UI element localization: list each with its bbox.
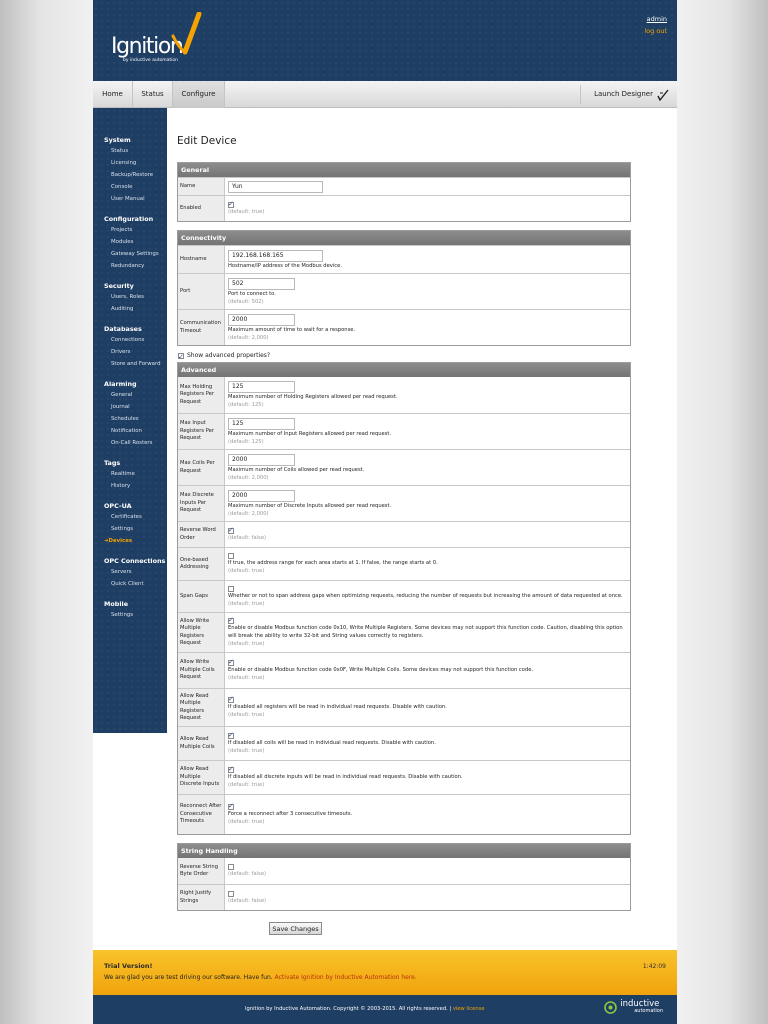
show-advanced-toggle[interactable]	[178, 350, 631, 362]
sidebar-item-history[interactable]: History	[111, 483, 131, 489]
name-input[interactable]: Yun	[228, 181, 323, 193]
show-advanced-checkbox[interactable]	[178, 353, 184, 359]
tab-status[interactable]: Status	[133, 81, 173, 108]
field-label: Communication Timeout	[178, 310, 225, 345]
sidebar-item-projects[interactable]: Projects	[111, 227, 133, 233]
sidebar-group-opc-ua	[93, 501, 167, 547]
section-title: String Handling	[178, 844, 630, 858]
sidebar-heading: Alarming	[104, 380, 137, 388]
form-row-name	[178, 177, 630, 195]
field-label: Max Holding Registers Per Request	[178, 377, 225, 413]
field-label: Enabled	[178, 196, 225, 221]
field-label: Allow Write Multiple Registers Request	[178, 613, 225, 652]
sidebar-item-schedules[interactable]: Schedules	[111, 416, 139, 422]
field-description: Hostname/IP address of the Modbus device.	[228, 262, 342, 269]
trial-message	[104, 974, 417, 981]
section-general	[177, 162, 631, 222]
sidebar-item-user-manual[interactable]: User Manual	[111, 196, 145, 202]
field-value	[225, 548, 630, 580]
field-description: Enable or disable Modbus function code 0x0F, Write Multiple Coils. Some devices may not support this function code.	[228, 666, 534, 673]
sidebar-group-system	[93, 135, 167, 205]
form-row-timeout	[178, 309, 630, 345]
timeout-input[interactable]: 2000	[228, 314, 295, 326]
field-value	[225, 653, 630, 688]
form-row	[178, 413, 630, 449]
field-value	[225, 414, 630, 449]
field-value	[225, 196, 630, 221]
sidebar-heading: OPC Connections	[104, 557, 166, 565]
footer-copyright	[245, 1006, 485, 1012]
option-checkbox[interactable]	[228, 864, 234, 870]
form-row	[178, 377, 630, 413]
default-hint: (default: 502)	[228, 298, 264, 305]
user-links	[644, 13, 667, 37]
field-description: If disabled all registers will be read in individual read requests. Disable with caution.	[228, 703, 447, 710]
field-description: Whether or not to span address gaps when optimizing requests, reducing the number of requests but increasing the amount of data requested at once.	[228, 592, 623, 599]
form-row	[178, 858, 630, 884]
sidebar-group-security	[93, 281, 167, 315]
sidebar-item-mobile-settings[interactable]: Settings	[111, 612, 134, 618]
sidebar-item-connections[interactable]: Connections	[111, 337, 145, 343]
section-string-handling	[177, 843, 631, 911]
logout-link[interactable]: log out	[644, 27, 667, 35]
default-hint: (default: 2,000)	[228, 474, 269, 481]
footer-logo-title: inductive	[620, 999, 660, 1009]
main-content	[177, 108, 631, 935]
default-hint: (default: true)	[228, 208, 265, 215]
field-value	[225, 761, 630, 794]
sidebar-heading: OPC-UA	[104, 502, 132, 510]
launch-designer-button[interactable]	[594, 81, 669, 108]
footer	[93, 995, 677, 1024]
form-row	[178, 449, 630, 485]
form-row-enabled	[178, 195, 630, 221]
top-nav	[93, 81, 677, 108]
option-checkbox[interactable]	[228, 586, 234, 592]
field-value	[225, 377, 630, 413]
section-title: Advanced	[178, 363, 630, 377]
form-row	[178, 485, 630, 521]
sidebar-item-devices[interactable]	[93, 535, 167, 547]
field-label: Reconnect After Consecutive Timeouts	[178, 795, 225, 834]
field-value	[225, 486, 630, 521]
number-input[interactable]: 2000	[228, 454, 295, 466]
field-description: Maximum number of Input Registers allowed per read request.	[228, 430, 392, 437]
option-checkbox[interactable]	[228, 528, 234, 534]
form-row	[178, 652, 630, 688]
default-hint: (default: true)	[228, 674, 265, 681]
logo-text: Ignition	[111, 34, 183, 59]
default-hint: (default: false)	[228, 534, 267, 541]
form-row-port	[178, 273, 630, 309]
enabled-checkbox[interactable]	[228, 202, 234, 208]
default-hint: (default: true)	[228, 600, 265, 607]
option-checkbox[interactable]	[228, 733, 234, 739]
field-label: Port	[178, 274, 225, 309]
sidebar-group-tags	[93, 458, 167, 492]
inductive-automation-logo	[604, 1000, 663, 1014]
header	[93, 0, 677, 81]
form-row	[178, 760, 630, 794]
option-checkbox[interactable]	[228, 891, 234, 897]
launch-designer-icon	[657, 89, 669, 101]
sidebar	[93, 108, 167, 733]
section-title: General	[178, 163, 630, 177]
field-value	[225, 310, 630, 345]
number-input[interactable]: 125	[228, 381, 295, 393]
field-value	[225, 795, 630, 834]
field-value	[225, 689, 630, 726]
sidebar-heading: Mobile	[104, 600, 129, 608]
option-checkbox[interactable]	[228, 697, 234, 703]
default-hint: (default: true)	[228, 747, 265, 754]
form-row	[178, 521, 630, 547]
default-hint: (default: 2,000)	[228, 510, 269, 517]
active-arrow-icon: ➜	[104, 538, 109, 544]
form-row	[178, 688, 630, 726]
trial-timer: 1:42:09	[642, 963, 666, 970]
field-description: Enable or disable Modbus function code 0x10, Write Multiple Registers. Some devices may not support this function code. Caution, disabling this option will break the ability to write 32-bit and String values correctly to registers.	[228, 624, 623, 639]
field-label: Allow Read Multiple Discrete Inputs	[178, 761, 225, 794]
footer-logo-subtitle: automation	[634, 1008, 663, 1014]
hostname-input[interactable]: 192.168.168.165	[228, 250, 323, 262]
option-checkbox[interactable]	[228, 553, 234, 559]
field-label: Reverse Word Order	[178, 522, 225, 547]
field-value	[225, 885, 630, 910]
page-title: Edit Device	[177, 135, 237, 147]
sidebar-item-drivers[interactable]: Drivers	[111, 349, 131, 355]
default-hint: (default: true)	[228, 711, 265, 718]
launch-designer-label: Launch Designer	[594, 90, 653, 98]
sidebar-item-gateway-settings[interactable]: Gateway Settings	[111, 251, 159, 257]
sidebar-group-alarming	[93, 379, 167, 449]
field-label: Allow Write Multiple Coils Request	[178, 653, 225, 688]
field-label: Span Gaps	[178, 581, 225, 612]
field-description: Maximum number of Coils allowed per read request.	[228, 466, 365, 473]
sidebar-heading: System	[104, 136, 131, 144]
field-value	[225, 450, 630, 485]
field-description: If disabled all coils will be read in individual read requests. Disable with caution.	[228, 739, 436, 746]
field-description: If true, the address range for each area starts at 1. If false, the range starts at 0.	[228, 560, 438, 566]
admin-link[interactable]: admin	[646, 15, 667, 23]
field-label: Hostname	[178, 246, 225, 273]
section-title: Connectivity	[178, 231, 630, 245]
field-description: Maximum number of Holding Registers allowed per read request.	[228, 394, 398, 400]
default-hint: (default: 125)	[228, 438, 264, 445]
sidebar-group-databases	[93, 324, 167, 370]
copyright-text: Ignition by Inductive Automation. Copyright © 2003-2015. All rights reserved. |	[245, 1006, 452, 1012]
sidebar-item-realtime[interactable]: Realtime	[111, 471, 135, 477]
form-row-hostname	[178, 245, 630, 273]
port-input[interactable]: 502	[228, 278, 295, 290]
field-value	[225, 178, 630, 195]
sidebar-item-auditing[interactable]: Auditing	[111, 306, 134, 312]
activate-link[interactable]: Activate Ignition by Inductive Automation here.	[274, 974, 417, 981]
sidebar-item-backup-restore[interactable]: Backup/Restore	[111, 172, 154, 178]
field-value	[225, 581, 630, 612]
sidebar-item-label: Devices	[108, 538, 133, 544]
footer-logo-text	[620, 1000, 663, 1014]
default-hint: (default: 125)	[228, 402, 264, 408]
form-row	[178, 884, 630, 910]
sidebar-item-console[interactable]: Console	[111, 184, 133, 190]
trial-banner	[93, 950, 677, 995]
default-hint: (default: true)	[228, 781, 265, 788]
sidebar-item-users-roles[interactable]: Users, Roles	[111, 294, 144, 300]
logo-exclamation-icon	[169, 12, 209, 60]
sidebar-item-redundancy[interactable]: Redundancy	[111, 263, 145, 269]
option-checkbox[interactable]	[228, 618, 234, 624]
number-input[interactable]: 125	[228, 418, 295, 430]
option-checkbox[interactable]	[228, 804, 234, 810]
section-connectivity	[177, 230, 631, 346]
field-description: Maximum amount of time to wait for a response.	[228, 326, 356, 333]
save-changes-button[interactable]: Save Changes	[269, 922, 322, 935]
form-row	[178, 612, 630, 652]
sidebar-item-store-and-forward[interactable]: Store and Forward	[111, 361, 161, 367]
view-license-link[interactable]: view license	[452, 1006, 485, 1012]
sidebar-heading: Security	[104, 282, 134, 290]
field-value	[225, 522, 630, 547]
default-hint: (default: 2,000)	[228, 334, 269, 341]
form-row	[178, 580, 630, 612]
field-label: One-based Addressing	[178, 548, 225, 580]
sidebar-heading: Configuration	[104, 215, 154, 223]
field-label: Right Justify Strings	[178, 885, 225, 910]
field-label: Reverse String Byte Order	[178, 858, 225, 884]
field-label: Max Input Registers Per Request	[178, 414, 225, 449]
tab-home[interactable]: Home	[93, 81, 133, 108]
sidebar-item-status[interactable]: Status	[111, 148, 129, 154]
advanced-rows	[178, 377, 630, 834]
default-hint: (default: false)	[228, 897, 267, 904]
field-value	[225, 246, 630, 273]
sidebar-group-mobile	[93, 599, 167, 621]
default-hint: (default: false)	[228, 871, 267, 877]
sidebar-item-servers[interactable]: Servers	[111, 569, 132, 575]
default-hint: (default: true)	[228, 818, 265, 825]
sidebar-item-notification[interactable]: Notification	[111, 428, 142, 434]
form-row	[178, 726, 630, 760]
sidebar-item-licensing[interactable]: Licensing	[111, 160, 137, 166]
show-advanced-label: Show advanced properties?	[187, 352, 271, 359]
tab-configure[interactable]: Configure	[173, 81, 225, 108]
sidebar-item-modules[interactable]: Modules	[111, 239, 134, 245]
field-value	[225, 858, 630, 884]
trial-text: We are glad you are test driving our software. Have fun.	[104, 974, 273, 981]
sidebar-item-quick-client[interactable]: Quick Client	[111, 581, 144, 587]
option-checkbox[interactable]	[228, 660, 234, 666]
option-checkbox[interactable]	[228, 767, 234, 773]
field-value	[225, 274, 630, 309]
field-label: Max Coils Per Request	[178, 450, 225, 485]
number-input[interactable]: 2000	[228, 490, 295, 502]
default-hint: (default: true)	[228, 568, 265, 574]
sidebar-item-general[interactable]: General	[111, 392, 133, 398]
sidebar-item-opc-ua-settings[interactable]: Settings	[111, 526, 134, 532]
ignition-logo[interactable]	[111, 12, 231, 72]
field-label: Name	[178, 178, 225, 195]
field-value	[225, 727, 630, 760]
field-label: Allow Read Multiple Coils	[178, 727, 225, 760]
sidebar-item-on-call-rosters[interactable]: On-Call Rosters	[111, 440, 153, 446]
field-label: Max Discrete Inputs Per Request	[178, 486, 225, 521]
sidebar-item-journal[interactable]: Journal	[111, 404, 130, 410]
sidebar-heading: Tags	[104, 459, 121, 467]
page	[93, 0, 677, 1024]
default-hint: (default: true)	[228, 640, 265, 647]
sidebar-heading: Databases	[104, 325, 142, 333]
field-description: Port to connect to.	[228, 290, 276, 297]
sidebar-item-certificates[interactable]: Certificates	[111, 514, 142, 520]
logo-subtitle: by inductive automation	[123, 58, 178, 63]
inductive-logo-icon	[604, 1001, 617, 1014]
field-description: Force a reconnect after 3 consecutive timeouts.	[228, 810, 353, 817]
field-description: Maximum number of Discrete Inputs allowed per read request.	[228, 502, 392, 509]
field-value	[225, 613, 630, 652]
form-row	[178, 794, 630, 834]
string-handling-rows	[178, 858, 630, 910]
trial-title: Trial Version!	[104, 962, 153, 970]
sidebar-group-opc-connections	[93, 556, 167, 590]
section-advanced	[177, 362, 631, 835]
form-row	[178, 547, 630, 580]
nav-divider	[580, 85, 581, 104]
sidebar-group-configuration	[93, 214, 167, 272]
field-description: If disabled all discrete inputs will be read in individual read requests. Disable with caution.	[228, 773, 463, 780]
field-label: Allow Read Multiple Registers Request	[178, 689, 225, 726]
